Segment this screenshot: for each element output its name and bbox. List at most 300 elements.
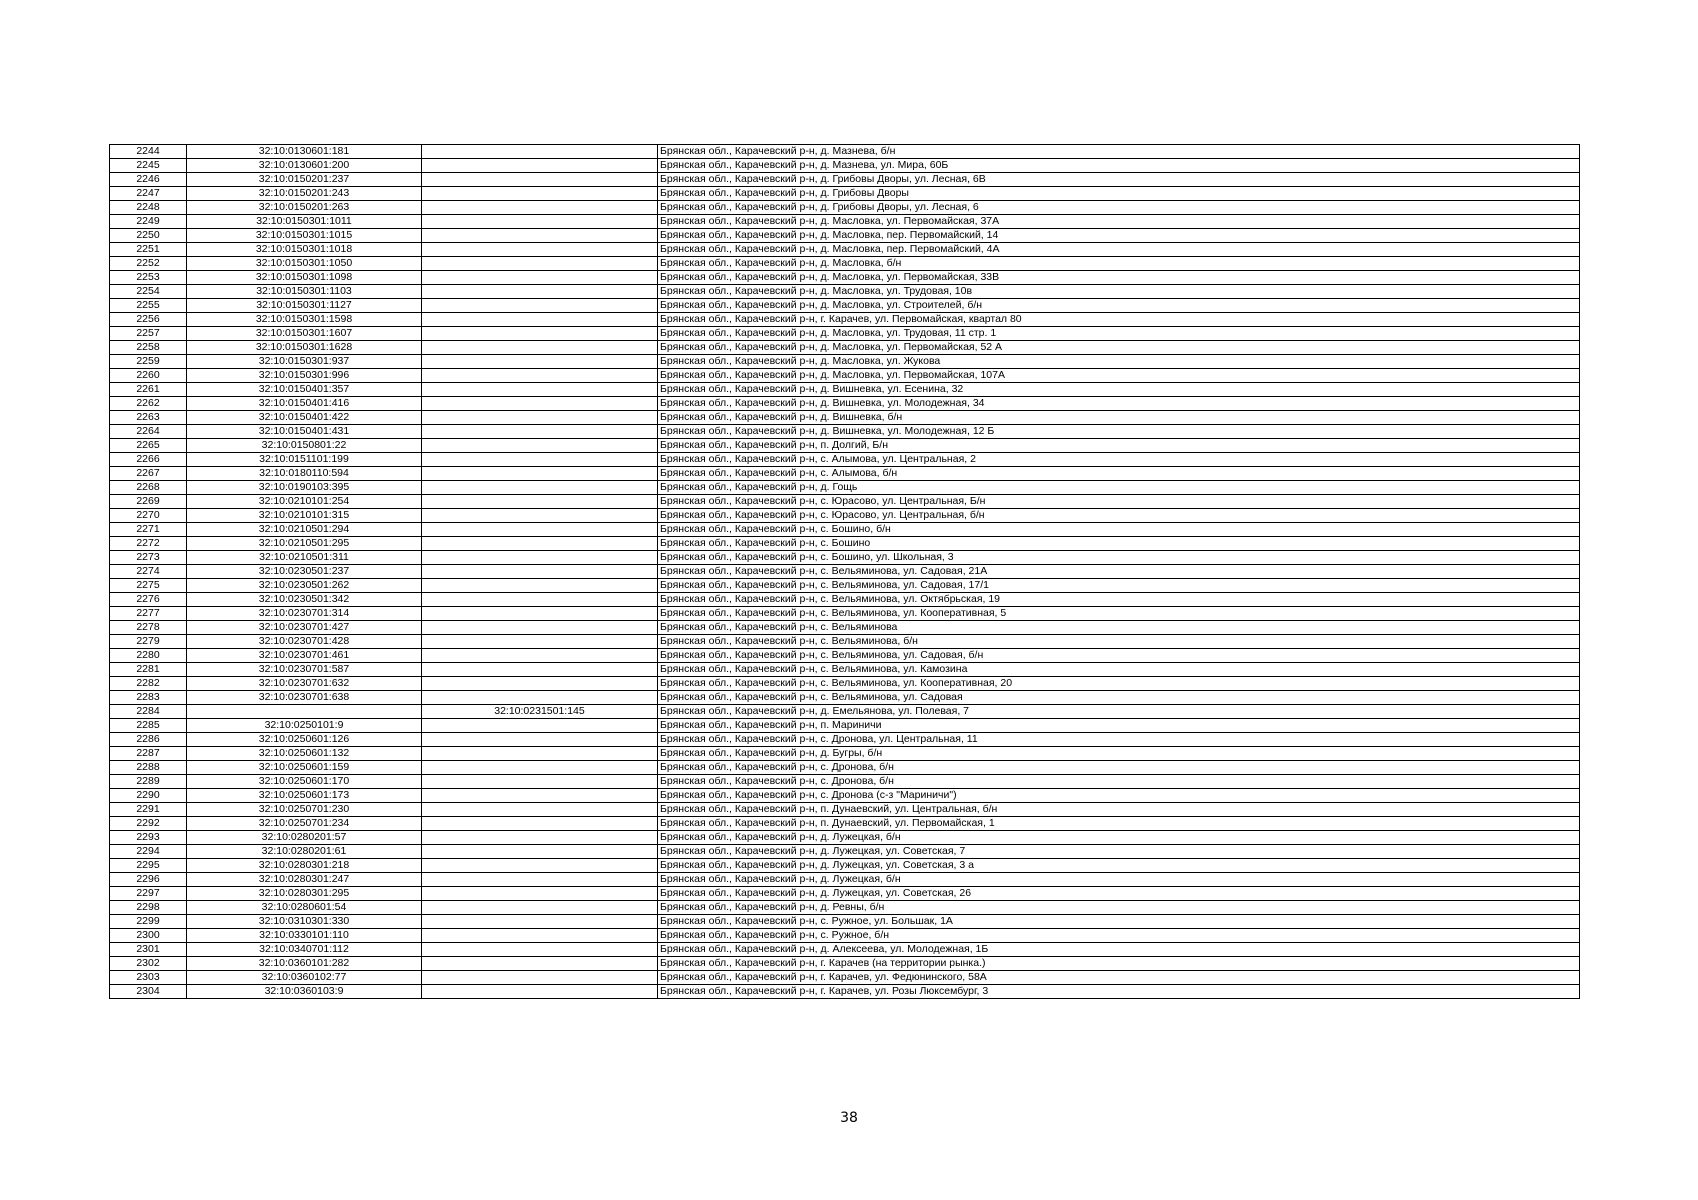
address-cell: Брянская обл., Карачевский р-н, д. Вишневка, ул. Молодежная, 12 Б <box>658 425 1580 439</box>
cadastral-number-cell: 32:10:0130601:181 <box>187 145 422 159</box>
table-row <box>110 481 1580 495</box>
table-row <box>110 397 1580 411</box>
page-number: 38 <box>840 1110 858 1126</box>
row-number-cell: 2295 <box>110 859 187 873</box>
table-row <box>110 523 1580 537</box>
address-cell: Брянская обл., Карачевский р-н, с. Ружное, б/н <box>658 929 1580 943</box>
cadastral-number-cell: 32:10:0210501:311 <box>187 551 422 565</box>
table-row <box>110 201 1580 215</box>
cadastral-number-cell: 32:10:0360102:77 <box>187 971 422 985</box>
table-row <box>110 313 1580 327</box>
cadastral-number-alt-cell <box>422 691 658 705</box>
cadastral-number-alt-cell <box>422 761 658 775</box>
address-cell: Брянская обл., Карачевский р-н, д. Лужецкая, б/н <box>658 831 1580 845</box>
address-cell: Брянская обл., Карачевский р-н, с. Вельяминова, ул. Садовая, 21А <box>658 565 1580 579</box>
cadastral-number-cell: 32:10:0150301:1598 <box>187 313 422 327</box>
cadastral-number-cell: 32:10:0360101:282 <box>187 957 422 971</box>
table-row <box>110 887 1580 901</box>
row-number-cell: 2288 <box>110 761 187 775</box>
address-cell: Брянская обл., Карачевский р-н, с. Юрасово, ул. Центральная, Б/н <box>658 495 1580 509</box>
row-number-cell: 2303 <box>110 971 187 985</box>
table-row <box>110 957 1580 971</box>
row-number-cell: 2251 <box>110 243 187 257</box>
cadastral-number-alt-cell <box>422 425 658 439</box>
cadastral-number-cell: 32:10:0230501:262 <box>187 579 422 593</box>
cadastral-number-alt-cell <box>422 551 658 565</box>
row-number-cell: 2254 <box>110 285 187 299</box>
table-row <box>110 607 1580 621</box>
cadastral-number-cell: 32:10:0250601:173 <box>187 789 422 803</box>
row-number-cell: 2297 <box>110 887 187 901</box>
address-cell: Брянская обл., Карачевский р-н, д. Лужецкая, ул. Советская, 3 а <box>658 859 1580 873</box>
cadastral-number-cell: 32:10:0360103:9 <box>187 985 422 999</box>
cadastral-number-alt-cell <box>422 355 658 369</box>
row-number-cell: 2261 <box>110 383 187 397</box>
table-row <box>110 257 1580 271</box>
table-row <box>110 355 1580 369</box>
row-number-cell: 2271 <box>110 523 187 537</box>
address-cell: Брянская обл., Карачевский р-н, д. Лужецкая, ул. Советская, 7 <box>658 845 1580 859</box>
address-cell: Брянская обл., Карачевский р-н, д. Масловка, ул. Первомайская, 37А <box>658 215 1580 229</box>
table-row <box>110 985 1580 999</box>
cadastral-number-alt-cell <box>422 369 658 383</box>
cadastral-number-alt-cell <box>422 495 658 509</box>
address-cell: Брянская обл., Карачевский р-н, с. Бошино <box>658 537 1580 551</box>
cadastral-number-cell: 32:10:0150301:1011 <box>187 215 422 229</box>
row-number-cell: 2253 <box>110 271 187 285</box>
row-number-cell: 2275 <box>110 579 187 593</box>
row-number-cell: 2268 <box>110 481 187 495</box>
row-number-cell: 2244 <box>110 145 187 159</box>
address-cell: Брянская обл., Карачевский р-н, г. Карачев (на территории рынка.) <box>658 957 1580 971</box>
table-row <box>110 285 1580 299</box>
cadastral-number-alt-cell <box>422 327 658 341</box>
table-row <box>110 453 1580 467</box>
cadastral-number-alt-cell <box>422 341 658 355</box>
table-row <box>110 565 1580 579</box>
cadastral-number-alt-cell <box>422 677 658 691</box>
row-number-cell: 2280 <box>110 649 187 663</box>
row-number-cell: 2252 <box>110 257 187 271</box>
table-row <box>110 369 1580 383</box>
cadastral-number-alt-cell <box>422 817 658 831</box>
address-cell: Брянская обл., Карачевский р-н, д. Вишневка, ул. Молодежная, 34 <box>658 397 1580 411</box>
table-row <box>110 145 1580 159</box>
row-number-cell: 2286 <box>110 733 187 747</box>
cadastral-number-alt-cell <box>422 481 658 495</box>
cadastral-number-alt-cell <box>422 803 658 817</box>
cadastral-number-alt-cell <box>422 607 658 621</box>
cadastral-number-cell: 32:10:0150301:996 <box>187 369 422 383</box>
address-cell: Брянская обл., Карачевский р-н, с. Дронова (с-з "Мариничи") <box>658 789 1580 803</box>
address-cell: Брянская обл., Карачевский р-н, д. Масловка, пер. Первомайский, 14 <box>658 229 1580 243</box>
cadastral-number-cell: 32:10:0190103:395 <box>187 481 422 495</box>
cadastral-number-cell: 32:10:0250701:234 <box>187 817 422 831</box>
cadastral-number-alt-cell <box>422 411 658 425</box>
table-row <box>110 789 1580 803</box>
row-number-cell: 2257 <box>110 327 187 341</box>
cadastral-number-cell: 32:10:0230701:632 <box>187 677 422 691</box>
cadastral-number-cell: 32:10:0151101:199 <box>187 453 422 467</box>
row-number-cell: 2260 <box>110 369 187 383</box>
row-number-cell: 2273 <box>110 551 187 565</box>
table-row <box>110 691 1580 705</box>
address-cell: Брянская обл., Карачевский р-н, с. Вельяминова, ул. Кооперативная, 5 <box>658 607 1580 621</box>
address-cell: Брянская обл., Карачевский р-н, с. Вельяминова, ул. Октябрьская, 19 <box>658 593 1580 607</box>
row-number-cell: 2255 <box>110 299 187 313</box>
address-cell: Брянская обл., Карачевский р-н, с. Вельяминова, ул. Садовая <box>658 691 1580 705</box>
row-number-cell: 2250 <box>110 229 187 243</box>
address-cell: Брянская обл., Карачевский р-н, с. Дронова, б/н <box>658 775 1580 789</box>
table-row <box>110 467 1580 481</box>
address-cell: Брянская обл., Карачевский р-н, г. Карачев, ул. Первомайская, квартал 80 <box>658 313 1580 327</box>
cadastral-number-cell: 32:10:0150301:1098 <box>187 271 422 285</box>
table-row <box>110 341 1580 355</box>
cadastral-number-alt-cell <box>422 467 658 481</box>
address-cell: Брянская обл., Карачевский р-н, с. Ружное, ул. Большак, 1А <box>658 915 1580 929</box>
address-cell: Брянская обл., Карачевский р-н, п. Долгий, Б/н <box>658 439 1580 453</box>
address-cell: Брянская обл., Карачевский р-н, д. Бугры, б/н <box>658 747 1580 761</box>
address-cell: Брянская обл., Карачевский р-н, д. Масловка, б/н <box>658 257 1580 271</box>
cadastral-number-cell: 32:10:0230701:461 <box>187 649 422 663</box>
table-row <box>110 243 1580 257</box>
cadastral-number-cell <box>187 705 422 719</box>
table-row <box>110 537 1580 551</box>
address-cell: Брянская обл., Карачевский р-н, с. Вельяминова, ул. Кооперативная, 20 <box>658 677 1580 691</box>
address-cell: Брянская обл., Карачевский р-н, с. Вельяминова <box>658 621 1580 635</box>
address-cell: Брянская обл., Карачевский р-н, д. Вишневка, б/н <box>658 411 1580 425</box>
cadastral-number-cell: 32:10:0280201:61 <box>187 845 422 859</box>
table-row <box>110 187 1580 201</box>
cadastral-number-cell: 32:10:0230701:638 <box>187 691 422 705</box>
row-number-cell: 2285 <box>110 719 187 733</box>
address-cell: Брянская обл., Карачевский р-н, г. Карачев, ул. Розы Люксембург, 3 <box>658 985 1580 999</box>
address-cell: Брянская обл., Карачевский р-н, д. Ревны, б/н <box>658 901 1580 915</box>
cadastral-number-alt-cell <box>422 831 658 845</box>
cadastral-number-alt-cell <box>422 215 658 229</box>
table-row <box>110 803 1580 817</box>
cadastral-number-cell: 32:10:0230701:428 <box>187 635 422 649</box>
cadastral-number-cell: 32:10:0150201:263 <box>187 201 422 215</box>
cadastral-number-cell: 32:10:0250601:159 <box>187 761 422 775</box>
cadastral-number-alt-cell <box>422 285 658 299</box>
cadastral-number-cell: 32:10:0280301:218 <box>187 859 422 873</box>
table-row <box>110 649 1580 663</box>
row-number-cell: 2290 <box>110 789 187 803</box>
row-number-cell: 2300 <box>110 929 187 943</box>
cadastral-number-alt-cell <box>422 383 658 397</box>
cadastral-number-cell: 32:10:0250601:132 <box>187 747 422 761</box>
row-number-cell: 2293 <box>110 831 187 845</box>
row-number-cell: 2301 <box>110 943 187 957</box>
table-row <box>110 173 1580 187</box>
cadastral-number-cell: 32:10:0250601:170 <box>187 775 422 789</box>
cadastral-number-alt-cell <box>422 299 658 313</box>
cadastral-number-cell: 32:10:0280301:247 <box>187 873 422 887</box>
cadastral-number-alt-cell <box>422 663 658 677</box>
row-number-cell: 2267 <box>110 467 187 481</box>
row-number-cell: 2247 <box>110 187 187 201</box>
cadastral-number-alt-cell <box>422 271 658 285</box>
cadastral-number-cell: 32:10:0150301:1050 <box>187 257 422 271</box>
row-number-cell: 2292 <box>110 817 187 831</box>
cadastral-number-cell: 32:10:0210501:294 <box>187 523 422 537</box>
table-row <box>110 901 1580 915</box>
table-row <box>110 635 1580 649</box>
row-number-cell: 2299 <box>110 915 187 929</box>
row-number-cell: 2262 <box>110 397 187 411</box>
cadastral-number-cell: 32:10:0280301:295 <box>187 887 422 901</box>
cadastral-number-cell: 32:10:0280201:57 <box>187 831 422 845</box>
cadastral-number-alt-cell <box>422 579 658 593</box>
cadastral-number-cell: 32:10:0150201:243 <box>187 187 422 201</box>
cadastral-number-alt-cell <box>422 229 658 243</box>
table-row <box>110 747 1580 761</box>
address-cell: Брянская обл., Карачевский р-н, с. Вельяминова, б/н <box>658 635 1580 649</box>
table-row <box>110 873 1580 887</box>
row-number-cell: 2248 <box>110 201 187 215</box>
table-row <box>110 327 1580 341</box>
address-cell: Брянская обл., Карачевский р-н, д. Грибовы Дворы, ул. Лесная, 6В <box>658 173 1580 187</box>
row-number-cell: 2245 <box>110 159 187 173</box>
cadastral-number-cell: 32:10:0330101:110 <box>187 929 422 943</box>
address-cell: Брянская обл., Карачевский р-н, д. Грибовы Дворы <box>658 187 1580 201</box>
cadastral-number-cell: 32:10:0150401:431 <box>187 425 422 439</box>
table-row <box>110 383 1580 397</box>
row-number-cell: 2266 <box>110 453 187 467</box>
cadastral-number-alt-cell <box>422 397 658 411</box>
table-row <box>110 733 1580 747</box>
address-cell: Брянская обл., Карачевский р-н, д. Масловка, ул. Первомайская, 52 А <box>658 341 1580 355</box>
table-row <box>110 845 1580 859</box>
cadastral-number-alt-cell <box>422 509 658 523</box>
table-row <box>110 495 1580 509</box>
cadastral-number-cell: 32:10:0310301:330 <box>187 915 422 929</box>
cadastral-number-cell: 32:10:0150301:1018 <box>187 243 422 257</box>
address-cell: Брянская обл., Карачевский р-н, д. Мазнева, б/н <box>658 145 1580 159</box>
cadastral-number-cell: 32:10:0180110:594 <box>187 467 422 481</box>
row-number-cell: 2298 <box>110 901 187 915</box>
table-row <box>110 299 1580 313</box>
cadastral-number-alt-cell <box>422 257 658 271</box>
row-number-cell: 2279 <box>110 635 187 649</box>
address-cell: Брянская обл., Карачевский р-н, д. Алексеева, ул. Молодежная, 1Б <box>658 943 1580 957</box>
address-cell: Брянская обл., Карачевский р-н, д. Масловка, ул. Строителей, б/н <box>658 299 1580 313</box>
table-row <box>110 719 1580 733</box>
address-cell: Брянская обл., Карачевский р-н, д. Емельянова, ул. Полевая, 7 <box>658 705 1580 719</box>
address-cell: Брянская обл., Карачевский р-н, с. Бошино, ул. Школьная, 3 <box>658 551 1580 565</box>
cadastral-number-cell: 32:10:0280601:54 <box>187 901 422 915</box>
cadastral-number-cell: 32:10:0150301:1015 <box>187 229 422 243</box>
table-row <box>110 439 1580 453</box>
row-number-cell: 2269 <box>110 495 187 509</box>
address-cell: Брянская обл., Карачевский р-н, д. Вишневка, ул. Есенина, 32 <box>658 383 1580 397</box>
cadastral-number-alt-cell <box>422 789 658 803</box>
cadastral-number-alt-cell <box>422 201 658 215</box>
address-cell: Брянская обл., Карачевский р-н, п. Мариничи <box>658 719 1580 733</box>
cadastral-number-alt-cell <box>422 915 658 929</box>
cadastral-number-alt-cell <box>422 719 658 733</box>
table-row <box>110 621 1580 635</box>
row-number-cell: 2296 <box>110 873 187 887</box>
table-row <box>110 271 1580 285</box>
cadastral-number-alt-cell <box>422 187 658 201</box>
cadastral-number-alt-cell <box>422 621 658 635</box>
row-number-cell: 2291 <box>110 803 187 817</box>
cadastral-number-cell: 32:10:0210501:295 <box>187 537 422 551</box>
row-number-cell: 2287 <box>110 747 187 761</box>
cadastral-number-cell: 32:10:0250601:126 <box>187 733 422 747</box>
cadastral-number-alt-cell <box>422 159 658 173</box>
address-cell: Брянская обл., Карачевский р-н, с. Юрасово, ул. Центральная, б/н <box>658 509 1580 523</box>
address-cell: Брянская обл., Карачевский р-н, д. Масловка, пер. Первомайский, 4А <box>658 243 1580 257</box>
cadastral-number-alt-cell <box>422 635 658 649</box>
row-number-cell: 2249 <box>110 215 187 229</box>
table-row <box>110 859 1580 873</box>
cadastral-number-cell: 32:10:0230501:342 <box>187 593 422 607</box>
table-row <box>110 229 1580 243</box>
table-row <box>110 663 1580 677</box>
address-cell: Брянская обл., Карачевский р-н, д. Масловка, ул. Трудовая, 10в <box>658 285 1580 299</box>
cadastral-number-alt-cell <box>422 747 658 761</box>
cadastral-number-cell: 32:10:0250701:230 <box>187 803 422 817</box>
table-row <box>110 943 1580 957</box>
cadastral-number-alt-cell <box>422 873 658 887</box>
row-number-cell: 2246 <box>110 173 187 187</box>
address-cell: Брянская обл., Карачевский р-н, д. Масловка, ул. Первомайская, 107А <box>658 369 1580 383</box>
address-cell: Брянская обл., Карачевский р-н, д. Лужецкая, ул. Советская, 26 <box>658 887 1580 901</box>
row-number-cell: 2277 <box>110 607 187 621</box>
row-number-cell: 2278 <box>110 621 187 635</box>
address-cell: Брянская обл., Карачевский р-н, с. Алымова, б/н <box>658 467 1580 481</box>
row-number-cell: 2282 <box>110 677 187 691</box>
cadastral-number-alt-cell <box>422 901 658 915</box>
row-number-cell: 2265 <box>110 439 187 453</box>
table-row <box>110 831 1580 845</box>
cadastral-number-alt-cell <box>422 565 658 579</box>
cadastral-number-cell: 32:10:0150201:237 <box>187 173 422 187</box>
cadastral-number-alt-cell <box>422 775 658 789</box>
address-cell: Брянская обл., Карачевский р-н, п. Дунаевский, ул. Центральная, б/н <box>658 803 1580 817</box>
cadastral-number-alt-cell <box>422 985 658 999</box>
cadastral-number-cell: 32:10:0150401:422 <box>187 411 422 425</box>
row-number-cell: 2304 <box>110 985 187 999</box>
row-number-cell: 2259 <box>110 355 187 369</box>
table-row <box>110 915 1580 929</box>
property-table <box>109 144 1580 999</box>
table-row <box>110 411 1580 425</box>
address-cell: Брянская обл., Карачевский р-н, д. Масловка, ул. Трудовая, 11 стр. 1 <box>658 327 1580 341</box>
cadastral-number-cell: 32:10:0340701:112 <box>187 943 422 957</box>
table-row <box>110 159 1580 173</box>
table-row <box>110 775 1580 789</box>
cadastral-number-cell: 32:10:0150401:416 <box>187 397 422 411</box>
address-cell: Брянская обл., Карачевский р-н, с. Дронова, ул. Центральная, 11 <box>658 733 1580 747</box>
cadastral-number-cell: 32:10:0150301:937 <box>187 355 422 369</box>
cadastral-number-cell: 32:10:0150301:1607 <box>187 327 422 341</box>
cadastral-number-alt-cell <box>422 971 658 985</box>
cadastral-number-alt-cell <box>422 649 658 663</box>
cadastral-number-cell: 32:10:0210101:254 <box>187 495 422 509</box>
address-cell: Брянская обл., Карачевский р-н, д. Грибовы Дворы, ул. Лесная, 6 <box>658 201 1580 215</box>
row-number-cell: 2294 <box>110 845 187 859</box>
address-cell: Брянская обл., Карачевский р-н, д. Лужецкая, б/н <box>658 873 1580 887</box>
table-row <box>110 929 1580 943</box>
cadastral-number-alt-cell <box>422 537 658 551</box>
row-number-cell: 2283 <box>110 691 187 705</box>
row-number-cell: 2272 <box>110 537 187 551</box>
address-cell: Брянская обл., Карачевский р-н, д. Масловка, ул. Первомайская, 33В <box>658 271 1580 285</box>
row-number-cell: 2281 <box>110 663 187 677</box>
row-number-cell: 2263 <box>110 411 187 425</box>
address-cell: Брянская обл., Карачевский р-н, с. Вельяминова, ул. Садовая, 17/1 <box>658 579 1580 593</box>
address-cell: Брянская обл., Карачевский р-н, с. Дронова, б/н <box>658 761 1580 775</box>
cadastral-number-alt-cell <box>422 173 658 187</box>
address-cell: Брянская обл., Карачевский р-н, с. Бошино, б/н <box>658 523 1580 537</box>
row-number-cell: 2302 <box>110 957 187 971</box>
cadastral-number-alt-cell <box>422 243 658 257</box>
table-row <box>110 593 1580 607</box>
cadastral-number-alt-cell <box>422 145 658 159</box>
row-number-cell: 2270 <box>110 509 187 523</box>
table-row <box>110 425 1580 439</box>
cadastral-number-cell: 32:10:0250101:9 <box>187 719 422 733</box>
table-row <box>110 677 1580 691</box>
table-row <box>110 551 1580 565</box>
table-row <box>110 509 1580 523</box>
address-cell: Брянская обл., Карачевский р-н, с. Вельяминова, ул. Садовая, б/н <box>658 649 1580 663</box>
cadastral-number-alt-cell <box>422 929 658 943</box>
address-cell: Брянская обл., Карачевский р-н, д. Мазнева, ул. Мира, 60Б <box>658 159 1580 173</box>
table-row <box>110 215 1580 229</box>
cadastral-number-cell: 32:10:0230501:237 <box>187 565 422 579</box>
row-number-cell: 2256 <box>110 313 187 327</box>
address-cell: Брянская обл., Карачевский р-н, п. Дунаевский, ул. Первомайская, 1 <box>658 817 1580 831</box>
cadastral-number-cell: 32:10:0150401:357 <box>187 383 422 397</box>
cadastral-number-alt-cell <box>422 943 658 957</box>
address-cell: Брянская обл., Карачевский р-н, с. Алымова, ул. Центральная, 2 <box>658 453 1580 467</box>
cadastral-number-cell: 32:10:0210101:315 <box>187 509 422 523</box>
cadastral-number-cell: 32:10:0230701:587 <box>187 663 422 677</box>
row-number-cell: 2264 <box>110 425 187 439</box>
cadastral-number-alt-cell <box>422 859 658 873</box>
cadastral-number-alt-cell <box>422 523 658 537</box>
address-cell: Брянская обл., Карачевский р-н, д. Масловка, ул. Жукова <box>658 355 1580 369</box>
cadastral-number-cell: 32:10:0230701:314 <box>187 607 422 621</box>
cadastral-number-cell: 32:10:0130601:200 <box>187 159 422 173</box>
address-cell: Брянская обл., Карачевский р-н, с. Вельяминова, ул. Камозина <box>658 663 1580 677</box>
cadastral-number-alt-cell <box>422 957 658 971</box>
table-row <box>110 971 1580 985</box>
cadastral-number-cell: 32:10:0150301:1103 <box>187 285 422 299</box>
cadastral-number-alt-cell <box>422 439 658 453</box>
cadastral-number-alt-cell <box>422 845 658 859</box>
cadastral-number-alt-cell: 32:10:0231501:145 <box>422 705 658 719</box>
row-number-cell: 2258 <box>110 341 187 355</box>
row-number-cell: 2274 <box>110 565 187 579</box>
row-number-cell: 2276 <box>110 593 187 607</box>
row-number-cell: 2289 <box>110 775 187 789</box>
cadastral-number-alt-cell <box>422 453 658 467</box>
cadastral-number-alt-cell <box>422 313 658 327</box>
cadastral-number-cell: 32:10:0230701:427 <box>187 621 422 635</box>
cadastral-number-cell: 32:10:0150801:22 <box>187 439 422 453</box>
cadastral-number-cell: 32:10:0150301:1127 <box>187 299 422 313</box>
table-row <box>110 817 1580 831</box>
cadastral-number-cell: 32:10:0150301:1628 <box>187 341 422 355</box>
table-row <box>110 761 1580 775</box>
table-row <box>110 705 1580 719</box>
